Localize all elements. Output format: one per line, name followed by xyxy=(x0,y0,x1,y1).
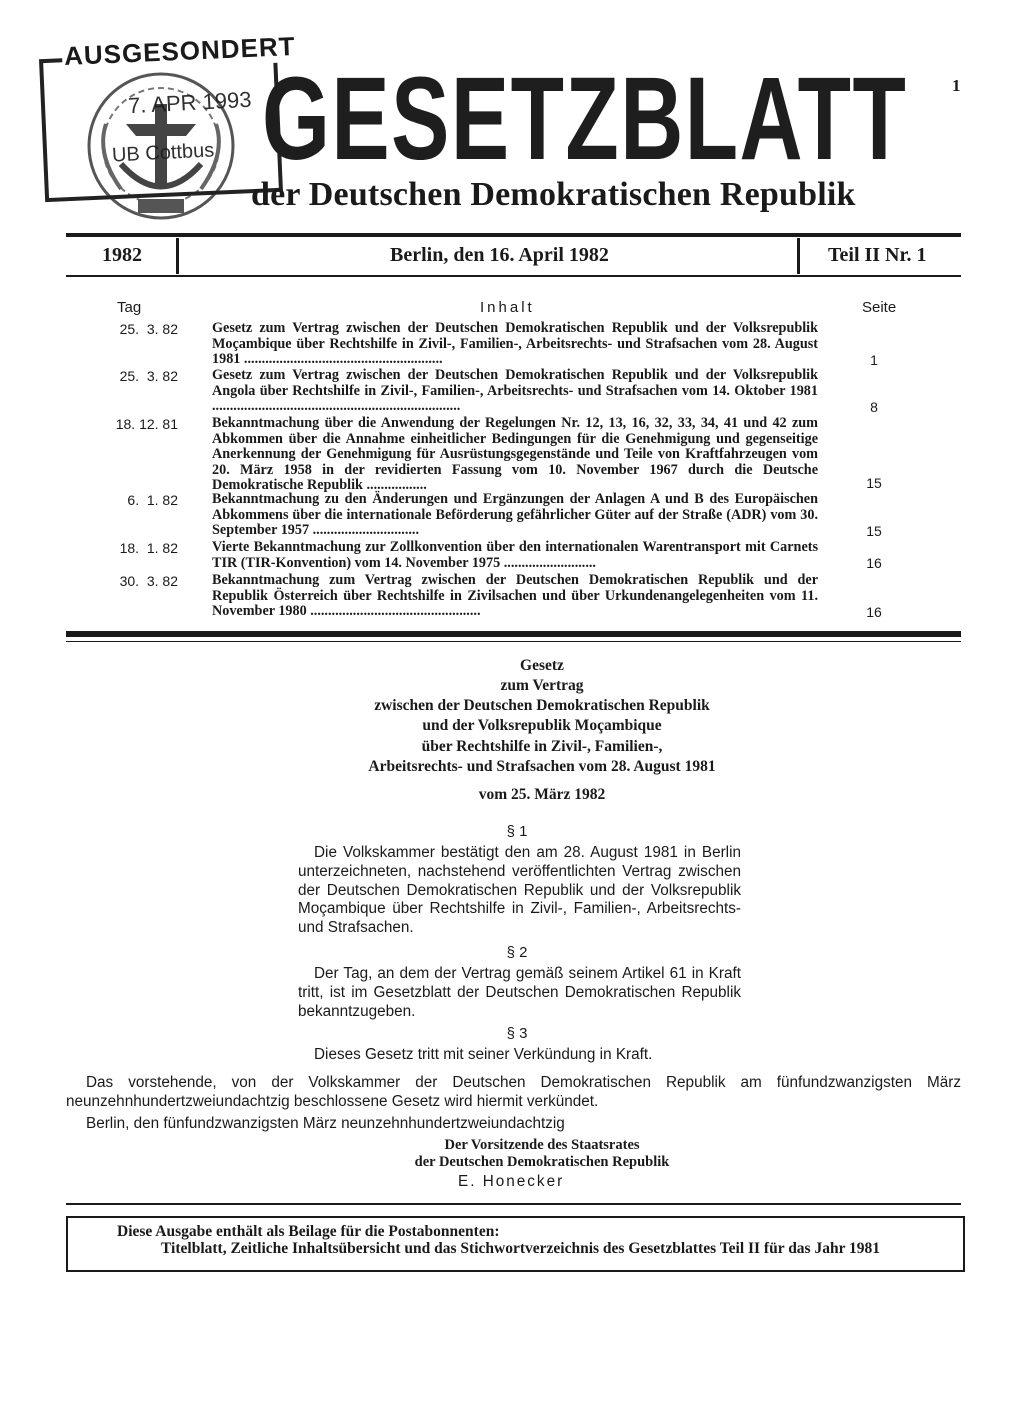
toc-header-day: Tag xyxy=(117,299,142,316)
library-stamp-frame xyxy=(39,49,283,202)
signature-title: der Deutschen Demokratischen Republik xyxy=(414,1154,670,1170)
stamp-date: 7. APR 1993 xyxy=(127,86,253,119)
issue-year: 1982 xyxy=(102,244,142,266)
section-mark: § 2 xyxy=(506,944,528,961)
masthead-subtitle: der Deutschen Demokratischen Republik xyxy=(251,176,856,213)
toc-entry-text: Bekanntmachung über die Anwendung der Regelungen Nr. 12, 13, 16, 32, 33, 34, 41 und 42 zum Abkommen über die Annahme einheitlicher Bedingungen für die Genehmigung und gegenseitige Anerkennung der Genehmigung für Ausrüstungsgegenstände und Teile von Kraftfahrzeugen vom 20. März 1958 in der revidierten Fassung vom 10. November 1967 durch die Deutsche Demokratische Republik ................. xyxy=(212,415,818,494)
section-text: Dieses Gesetz tritt mit seiner Verkündung in Kraft. xyxy=(314,1046,653,1063)
law-heading-line: zwischen der Deutschen Demokratischen Republik xyxy=(374,697,710,714)
toc-entry-date: 25. 3. 82 xyxy=(119,321,178,337)
signature-title: Der Vorsitzende des Staatsrates xyxy=(444,1137,640,1153)
section-text: Die Volkskammer bestätigt den am 28. August 1981 in Berlin unterzeichneten, nachstehend veröffentlichten Vertrag zwischen der Deutschen Demokratischen Republik und der Volksrepublik Moçambique über Rechtshilfe in Zivil-, Familien-, Arbeitsrechts- und Strafsachen. xyxy=(298,844,741,937)
toc-end-rule-thick xyxy=(66,631,961,637)
issue-bottom-rule xyxy=(66,275,961,277)
toc-header-page: Seite xyxy=(862,299,897,316)
law-heading-line: über Rechtshilfe in Zivil-, Familien-, xyxy=(421,738,663,755)
toc-entry-date: 30. 3. 82 xyxy=(119,573,178,589)
signature-name: E. Honecker xyxy=(458,1173,565,1190)
toc-header-content: Inhalt xyxy=(480,299,535,316)
toc-entry-text: Bekanntmachung zum Vertrag zwischen der Deutschen Demokratischen Republik und der Republik Österreich über Rechtshilfe in Zivilsachen und über Urkundenangelegenheiten vom 11. November 1980 ................................................ xyxy=(212,572,818,620)
toc-entry-text: Bekanntmachung zu den Änderungen und Ergänzungen der Anlagen A und B des Europäischen Abkommens über die internationale Beförderung gefährlicher Güter auf der Straße (ADR) vom 30. September 1957 .............................. xyxy=(212,491,818,539)
toc-entry-date: 18. 12. 81 xyxy=(115,416,178,432)
toc-entry-page: 15 xyxy=(866,523,882,539)
issue-top-rule xyxy=(66,233,961,237)
toc-entry-date: 6. 1. 82 xyxy=(127,492,178,508)
toc-entry-date: 25. 3. 82 xyxy=(119,368,178,384)
toc-entry-page: 15 xyxy=(866,475,882,491)
issue-divider-right xyxy=(797,238,800,274)
notice-top-rule xyxy=(66,1203,961,1205)
toc-entry-date: 18. 1. 82 xyxy=(119,540,178,556)
law-heading-line: Arbeitsrechts- und Strafsachen vom 28. August 1981 xyxy=(368,758,716,775)
issue-part: Teil II Nr. 1 xyxy=(828,244,927,266)
toc-entry-page: 16 xyxy=(866,555,882,571)
toc-entry-page: 16 xyxy=(866,604,882,620)
law-heading-line: Gesetz xyxy=(520,657,564,674)
supplement-notice-line-1: Diese Ausgabe enthält als Beilage für die Postabonnenten: xyxy=(117,1223,500,1240)
issue-place-date: Berlin, den 16. April 1982 xyxy=(390,244,609,266)
section-mark: § 1 xyxy=(506,823,528,840)
law-heading-line: zum Vertrag xyxy=(500,677,584,694)
law-date-line: vom 25. März 1982 xyxy=(478,786,606,803)
toc-entry-text: Gesetz zum Vertrag zwischen der Deutschen Demokratischen Republik und der Volksrepublik Angola über Rechtshilfe in Zivil-, Familien-, Arbeitsrechts- und Strafsachen vom 14. Oktober 1981 ...................................................................... xyxy=(212,367,818,415)
section-mark: § 3 xyxy=(506,1025,528,1042)
toc-entry-page: 1 xyxy=(870,352,878,368)
stamp-label: AUSGESONDERT xyxy=(61,31,298,72)
masthead-title: GESETZBLATT xyxy=(262,53,908,185)
supplement-notice-line-2: Titelblatt, Zeitliche Inhaltsübersicht und das Stichwortverzeichnis des Gesetzblattes Teil II für das Jahr 1981 xyxy=(161,1240,881,1257)
toc-entry-text: Vierte Bekanntmachung zur Zollkonvention über den internationalen Warentransport mit Carnets TIR (TIR-Konvention) vom 14. November 1975 .......................... xyxy=(212,539,818,571)
law-heading-line: und der Volksrepublik Moçambique xyxy=(422,717,662,734)
page-number: 1 xyxy=(952,76,961,95)
issue-divider-left xyxy=(176,238,179,274)
toc-entry-text: Gesetz zum Vertrag zwischen der Deutschen Demokratischen Republik und der Volksrepublik Moçambique über Rechtshilfe in Zivil-, Familien-, Arbeitsrechts- und Strafsachen vom 28. August 1981 ........................................................ xyxy=(212,320,818,368)
promulgation-text: Das vorstehende, von der Volkskammer der Deutschen Demokratischen Republik am fünfundzwanzigsten März neunzehnhundertzweiundachtzig beschlossene Gesetz wird hiermit verkündet. xyxy=(66,1074,961,1110)
toc-end-rule-thin xyxy=(66,641,961,642)
promulgation-place-date: Berlin, den fünfundzwanzigsten März neunzehnhundertzweiundachtzig xyxy=(86,1115,565,1132)
toc-entry-page: 8 xyxy=(870,399,878,415)
section-text: Der Tag, an dem der Vertrag gemäß seinem Artikel 61 in Kraft tritt, ist im Gesetzblatt der Deutschen Demokratischen Republik bekanntzugeben. xyxy=(298,965,741,1020)
stamp-place: UB Cottbus xyxy=(111,139,215,167)
